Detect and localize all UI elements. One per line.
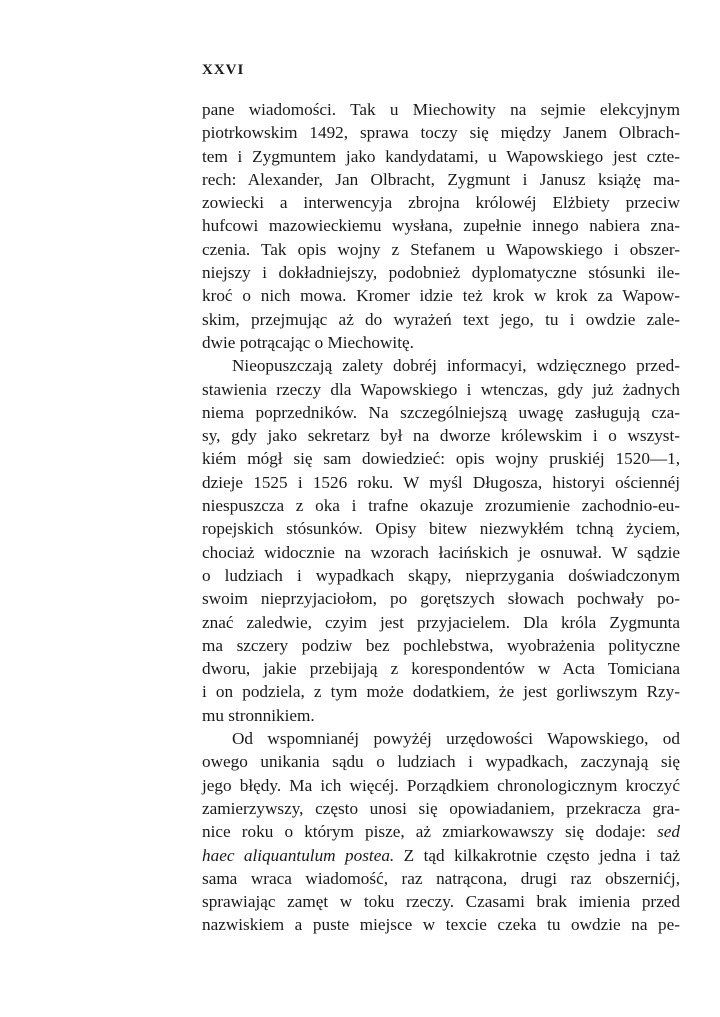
- line-text: rech: Alexander, Jan Olbracht, Zygmunt i Janusz książę ma-: [202, 169, 680, 189]
- line-text: mu stronnikiem.: [202, 705, 315, 725]
- line-text: niejszy i dokładniejszy, podobnież dyplomatyczne stósunki ile-: [202, 263, 680, 283]
- text-line: [202, 634, 680, 657]
- line-text: zamierzywszy, często unosi się opowiadaniem, przekracza gra-: [202, 798, 680, 818]
- text-line: [202, 913, 680, 936]
- line-text: sama wraca wiadomość, raz natrącona, drugi raz obszernićj,: [202, 868, 680, 888]
- text-line: [202, 820, 680, 843]
- line-text: niespuszcza z oka i trafne okazuje zrozumienie zachodnio-eu-: [202, 496, 680, 516]
- page-number: XXVI: [202, 62, 245, 78]
- text-line: [202, 284, 680, 307]
- line-text: swoim nieprzyjaciołom, po gorętszych słowach pochwały po-: [202, 589, 680, 609]
- line-text: hufcowi mazowieckiemu wysłana, zupełnie innego nabiera zna-: [202, 216, 680, 236]
- line-text: o ludziach i wypadkach skąpy, nieprzygania doświadczonym: [202, 565, 680, 585]
- line-text: sprawiając zamęt w toku rzeczy. Czasami brak imienia przed: [202, 892, 680, 912]
- text-line: [202, 378, 680, 401]
- text-line: [202, 844, 680, 867]
- text-line: [202, 564, 680, 587]
- line-text: dwie potrącając o Miechowitę.: [202, 332, 414, 352]
- line-text: dzieje 1525 i 1526 roku. W myśl Długosza, historyi ościennéj: [202, 472, 680, 492]
- text-line: [202, 611, 680, 634]
- text-line: [202, 238, 680, 261]
- line-text: Od wspomnianéj powyżéj urzędowości Wapowskiego, od: [232, 729, 680, 749]
- line-text: owego unikania sądu o ludziach i wypadkach, zaczynają się: [202, 752, 680, 772]
- line-text: pane wiadomości. Tak u Miechowity na sejmie elekcyjnym: [202, 100, 680, 119]
- text-line: [202, 774, 680, 797]
- text-line: [202, 308, 680, 331]
- text-line: [202, 797, 680, 820]
- line-text-after: Z tąd kilkakrotnie często jedna i taż: [394, 845, 680, 865]
- text-line: [202, 541, 680, 564]
- text-line: [202, 261, 680, 284]
- line-text: nice roku o którym pisze, aż zmiarkowawszy się dodaje:: [202, 822, 646, 842]
- line-text: piotrkowskim 1492, sprawa toczy się między Janem Olbrach-: [202, 123, 680, 143]
- line-text: nazwiskiem a puste miejsce w texcie czeka tu owdzie na pe-: [202, 915, 680, 935]
- text-line: [202, 587, 680, 610]
- line-text: i on podziela, z tym może dodatkiem, że jest gorliwszym Rzy-: [202, 682, 680, 702]
- text-line: [202, 517, 680, 540]
- text-line: [202, 214, 680, 237]
- line-text: ma szczery podziw bez pochlebstwa, wyobrażenia polityczne: [202, 635, 680, 655]
- text-line: [202, 424, 680, 447]
- text-line: [202, 657, 680, 680]
- text-line: [202, 890, 680, 913]
- text-line: [202, 168, 680, 191]
- line-text: sy, gdy jako sekretarz był na dworze królewskim i o wszyst-: [202, 426, 680, 446]
- text-line: [202, 145, 680, 168]
- text-line: [202, 191, 680, 214]
- text-line: [202, 447, 680, 470]
- line-text: kroć o nich mowa. Kromer idzie też krok w krok za Wapow-: [202, 286, 680, 306]
- line-text: czenia. Tak opis wojny z Stefanem u Wapowskiego i obszer-: [202, 239, 680, 259]
- text-line: [202, 98, 680, 121]
- text-line: [202, 354, 680, 377]
- line-text: ropejskich stósunków. Opisy bitew niezwykłém tchną życiem,: [202, 519, 680, 539]
- text-line: [202, 727, 680, 750]
- line-text: znać zaledwie, czyim jest przyjacielem. Dla króla Zygmunta: [202, 612, 680, 632]
- text-line: [202, 471, 680, 494]
- line-text: dworu, jakie przebijają z korespondentów w Acta Tomiciana: [202, 659, 680, 679]
- text-line: [202, 704, 680, 727]
- text-line: [202, 867, 680, 890]
- text-line: [202, 680, 680, 703]
- text-line: [202, 494, 680, 517]
- line-text: tem i Zygmuntem jako kandydatami, u Wapowskiego jest czte-: [202, 146, 680, 166]
- line-text: zowiecki a interwencyja zbrojna królowéj Elżbiety przeciw: [202, 193, 680, 213]
- line-text: Nieopuszczają zalety dobréj informacyi, wdzięcznego przed-: [232, 356, 680, 376]
- body-text: [202, 98, 680, 937]
- text-line: [202, 121, 680, 144]
- line-text: kiém mógł się sam dowiedzieć: opis wojny pruskiéj 1520—1,: [202, 449, 680, 469]
- text-line: [202, 750, 680, 773]
- italic-phrase: haec aliquantulum postea.: [202, 845, 395, 865]
- text-line: [202, 401, 680, 424]
- line-text: niema poprzedników. Na szczególniejszą uwagę zasługują cza-: [202, 402, 680, 422]
- line-text: chociaż widocznie na wzorach łacińskich je osnuwał. W sądzie: [202, 542, 680, 562]
- text-line: [202, 331, 680, 354]
- italic-phrase: sed: [657, 822, 681, 842]
- line-text: stawienia rzeczy dla Wapowskiego i wtenczas, gdy już żadnych: [202, 379, 680, 399]
- line-text: skim, przejmując aż do wyrażeń text jego, tu i owdzie zale-: [202, 309, 680, 329]
- line-text: jego błędy. Ma ich więcéj. Porządkiem chronologicznym kroczyć: [202, 775, 680, 795]
